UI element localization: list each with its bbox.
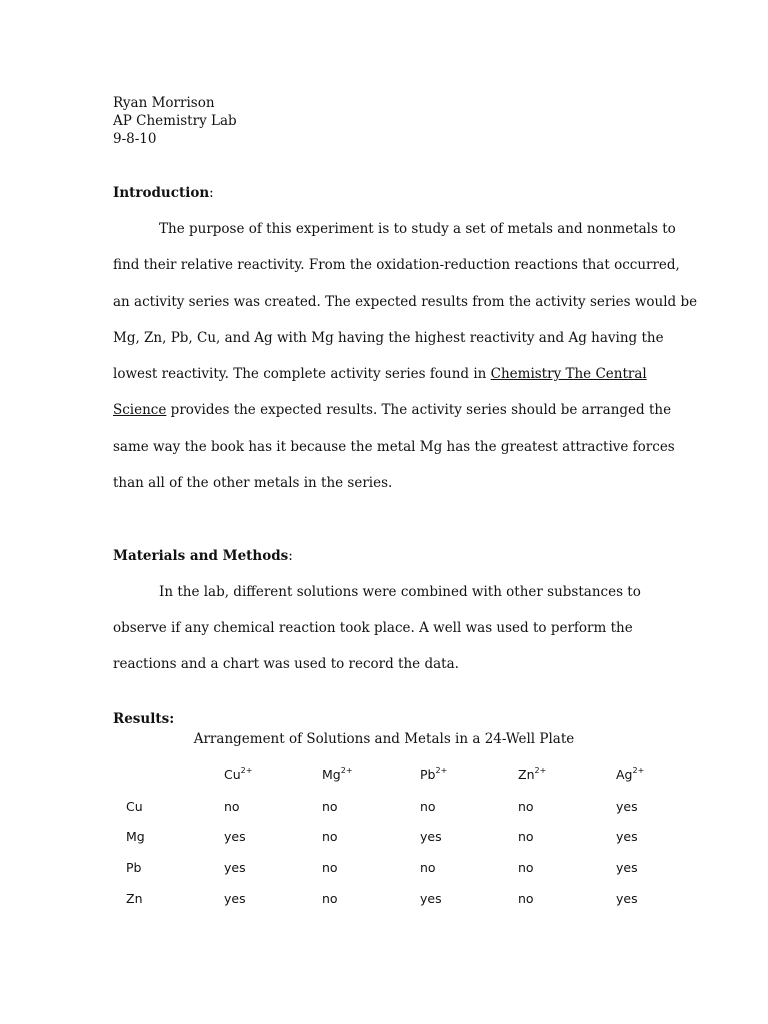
table-cell: yes: [616, 891, 638, 906]
intro-line-2: find their relative reactivity. From the oxidation-reduction reactions that occurred,: [113, 257, 680, 273]
table-cell: no: [518, 891, 534, 906]
table-cell: yes: [616, 860, 638, 875]
column-header-charge: 2+: [340, 766, 353, 775]
table-cell: yes: [224, 860, 246, 875]
course-name: AP Chemistry Lab: [113, 113, 237, 129]
intro-line-6: [113, 402, 671, 418]
table-cell: no: [322, 860, 338, 875]
table-cell: no: [322, 829, 338, 844]
intro-line-5: [113, 366, 647, 382]
document-date: 9-8-10: [113, 131, 157, 147]
book-title-part-2: Science: [113, 402, 167, 418]
column-header-charge: 2+: [435, 766, 448, 775]
table-cell: no: [518, 860, 534, 875]
intro-line-3: an activity series was created. The expected results from the activity series would be: [113, 294, 698, 310]
column-header-ion: Cu: [224, 767, 241, 782]
table-cell: no: [518, 799, 534, 814]
materials-heading-colon: :: [288, 548, 293, 564]
table-cell: no: [420, 860, 436, 875]
column-header-cu: [224, 767, 252, 782]
row-label-pb: Pb: [126, 860, 142, 875]
column-header-ion: Pb: [420, 767, 436, 782]
intro-line-5-text: lowest reactivity. The complete activity series found in: [113, 366, 491, 382]
introduction-heading-text: Introduction: [113, 185, 210, 201]
column-header-mg: [322, 767, 353, 782]
materials-line-3: reactions and a chart was used to record the data.: [113, 656, 459, 672]
row-label-zn: Zn: [126, 891, 143, 906]
results-heading: Results:: [113, 711, 175, 727]
table-cell: yes: [420, 829, 442, 844]
table-title: Arrangement of Solutions and Metals in a 24-Well Plate: [193, 731, 575, 747]
table-cell: yes: [616, 829, 638, 844]
intro-line-7: same way the book has it because the metal Mg has the greatest attractive forces: [113, 439, 675, 455]
materials-heading-text: Materials and Methods: [113, 548, 289, 564]
column-header-ion: Ag: [616, 767, 633, 782]
column-header-charge: 2+: [534, 766, 547, 775]
materials-line-1: In the lab, different solutions were combined with other substances to: [159, 584, 641, 600]
column-header-charge: 2+: [240, 766, 253, 775]
column-header-charge: 2+: [632, 766, 645, 775]
table-cell: no: [322, 891, 338, 906]
column-header-ion: Zn: [518, 767, 535, 782]
table-cell: yes: [224, 891, 246, 906]
row-label-mg: Mg: [126, 829, 145, 844]
column-header-ag: [616, 767, 644, 782]
document-header: [113, 94, 237, 148]
intro-line-4: Mg, Zn, Pb, Cu, and Ag with Mg having the highest reactivity and Ag having the: [113, 330, 664, 346]
row-label-cu: Cu: [126, 799, 143, 814]
introduction-heading: [113, 185, 214, 201]
introduction-heading-colon: :: [209, 185, 214, 201]
table-cell: yes: [224, 829, 246, 844]
table-cell: no: [518, 829, 534, 844]
intro-line-1: The purpose of this experiment is to study a set of metals and nonmetals to: [159, 221, 676, 237]
table-cell: no: [224, 799, 240, 814]
column-header-zn: [518, 767, 546, 782]
author-name: Ryan Morrison: [113, 95, 215, 111]
intro-line-8: than all of the other metals in the series.: [113, 475, 393, 491]
table-cell: no: [420, 799, 436, 814]
book-title-part-1: Chemistry The Central: [490, 366, 647, 382]
table-cell: no: [322, 799, 338, 814]
table-cell: yes: [420, 891, 442, 906]
table-cell: yes: [616, 799, 638, 814]
intro-line-6-text: provides the expected results. The activity series should be arranged the: [170, 402, 672, 418]
column-header-ion: Mg: [322, 767, 341, 782]
materials-heading: [113, 548, 293, 564]
materials-line-2: observe if any chemical reaction took place. A well was used to perform the: [113, 620, 633, 636]
column-header-pb: [420, 767, 447, 782]
